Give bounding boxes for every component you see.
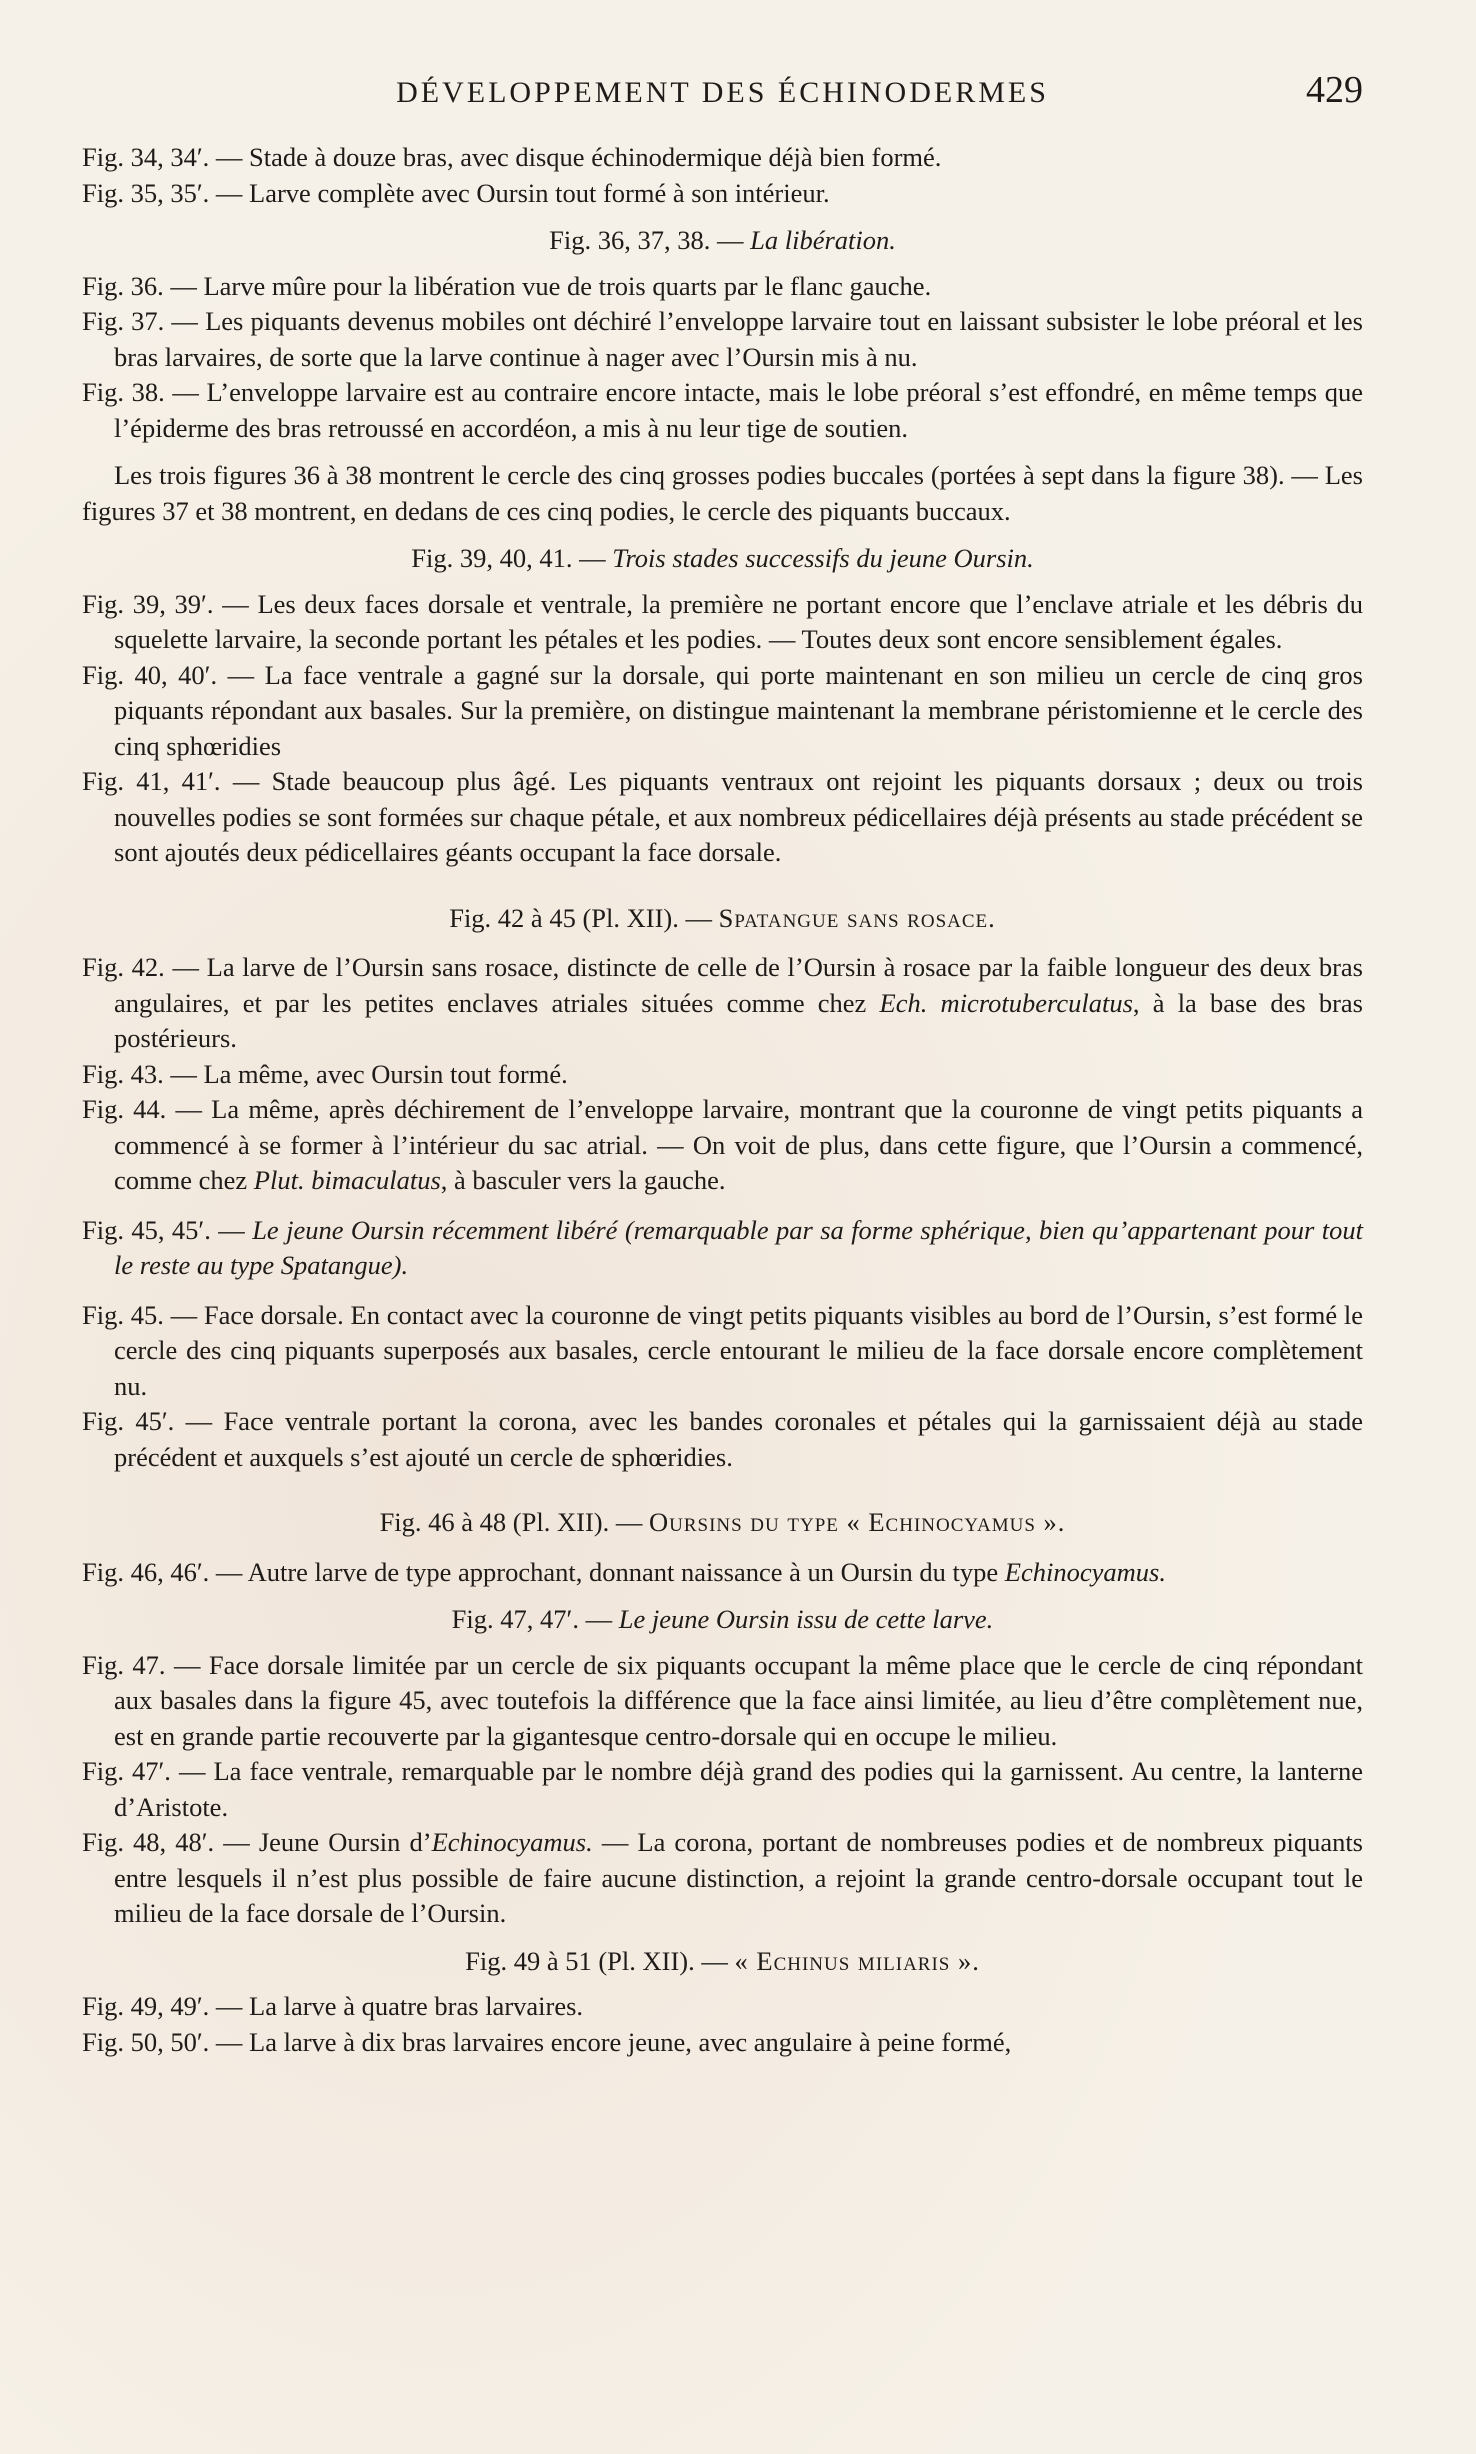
figure-caption-38 xyxy=(82,375,1363,446)
figure-label: Fig. 35, 35′. xyxy=(82,177,210,208)
figure-label: Fig. 50, 50′. xyxy=(82,2026,210,2057)
caption-text: — Stade beaucoup plus âgé. Les piquants ventraux ont rejoint les piquants dorsaux ; deux ou trois nouvelles podies se sont formées sur chaque pétale, et aux nombreux pédicellaires déjà présents au stade précédent se sont ajoutés deux pédicellaires géants occupant la face dorsale. xyxy=(114,766,1363,867)
caption-text: — La larve de l’Oursin sans rosace, distincte de celle de l’Oursin à rosace par la faible longueur des deux bras angulaires, et par les petites enclaves atriales situées comme chez xyxy=(114,952,1363,1018)
caption-text: — Face dorsale limitée par un cercle de six piquants occupant la même place que le cercle de cinq répondant aux basales dans la figure 45, avec toutefois la différence que la face ainsi limitée, au lieu d’être complètement nue, est en grande partie recouverte par la gigantesque centro-dorsale qui en occupe le milieu. xyxy=(114,1649,1363,1751)
caption-text: , à la base des bras postérieurs. xyxy=(114,987,1363,1053)
caption-text: — Face ventrale portant la corona, avec les bandes coronales et pétales qui la garnissaient déjà au stade précédent et auxquels s’est ajouté un cercle de sphœridies. xyxy=(114,1406,1363,1472)
figure-caption-48 xyxy=(82,1825,1363,1932)
caption-text: — La même, avec Oursin tout formé. xyxy=(163,1058,568,1089)
figure-label: Fig. 36. xyxy=(82,270,164,301)
page-header xyxy=(82,68,1363,126)
figure-caption-39 xyxy=(82,587,1363,658)
figure-label: Fig. 45, 45′. xyxy=(82,1214,211,1245)
section-heading-echinus-miliaris xyxy=(82,1944,1363,1980)
section-title: Oursins du type « Echinocyamus ». xyxy=(648,1507,1066,1537)
figure-label: Fig. 49, 49′. xyxy=(82,1991,210,2021)
caption-text: — Autre larve de type approchant, donnant naissance à un Oursin du type xyxy=(209,1556,1005,1587)
caption-dash: — xyxy=(210,1214,253,1245)
figure-label: Fig. 40, 40′. xyxy=(82,659,218,690)
section-heading-spatangue xyxy=(82,901,1363,937)
caption-text: — Jeune Oursin d’ xyxy=(214,1827,432,1857)
figure-label: Fig. 39, 39′. xyxy=(82,588,214,619)
section-title: Le jeune Oursin issu de cette larve. xyxy=(618,1604,994,1634)
section-heading-trois-stades xyxy=(82,541,1363,577)
figure-label: Fig. 46, 46′. xyxy=(82,1556,210,1587)
figure-caption-47-prime xyxy=(82,1754,1363,1825)
figure-label: Fig. 48, 48′. xyxy=(82,1827,215,1857)
figure-caption-41 xyxy=(82,764,1363,871)
section-title: « Echinus miliaris ». xyxy=(734,1945,980,1976)
figure-label: Fig. 41, 41′. xyxy=(82,766,221,796)
section-prefix: Fig. 36, 37, 38. — xyxy=(549,225,751,255)
caption-text: — La larve à dix bras larvaires encore jeune, avec angulaire à peine formé, xyxy=(209,2026,1012,2057)
section-prefix: Fig. 39, 40, 41. — xyxy=(411,543,613,573)
caption-text: — Les deux faces dorsale et ventrale, la première ne portant encore que l’enclave atriale et les débris du squelette larvaire, la seconde portant les pétales et les podies. — Toutes deux sont encore sensiblement égales. xyxy=(114,588,1363,654)
figure-caption-49 xyxy=(82,1989,1363,2025)
figure-caption-45-heading xyxy=(82,1213,1363,1284)
figure-label: Fig. 34, 34′. xyxy=(82,142,210,172)
figure-caption-50 xyxy=(82,2025,1363,2061)
figure-label: Fig. 38. xyxy=(82,377,165,407)
section-title: Trois stades successifs du jeune Oursin. xyxy=(612,543,1034,573)
figure-caption-42 xyxy=(82,950,1363,1057)
figure-caption-34 xyxy=(82,140,1363,176)
species-name: Echinocyamus. xyxy=(1004,1556,1166,1587)
figure-label: Fig. 44. xyxy=(82,1094,167,1124)
figure-caption-35 xyxy=(82,176,1363,212)
caption-text: — La face ventrale, remarquable par le nombre déjà grand des podies qui la garnissent. Au centre, la lanterne d’Aristote. xyxy=(114,1756,1363,1822)
figure-caption-45-prime xyxy=(82,1404,1363,1475)
species-name: Plut. bimaculatus xyxy=(253,1165,441,1195)
caption-text: — Les piquants devenus mobiles ont déchiré l’enveloppe larvaire tout en laissant subsister le lobe préoral et les bras larvaires, de sorte que la larve continue à nager avec l’Oursin mis à nu. xyxy=(114,306,1363,372)
figure-label: Fig. 43. xyxy=(82,1058,164,1089)
section-heading-liberation xyxy=(82,223,1363,259)
caption-text: , à basculer vers la gauche. xyxy=(440,1165,726,1195)
figure-caption-43 xyxy=(82,1057,1363,1093)
figure-caption-44 xyxy=(82,1092,1363,1199)
page-number: 429 xyxy=(1306,69,1363,111)
figure-label: Fig. 45. xyxy=(82,1299,164,1330)
section-prefix: Fig. 49 à 51 (Pl. XII). — xyxy=(465,1945,735,1976)
figure-caption-46 xyxy=(82,1555,1363,1591)
figure-caption-36 xyxy=(82,269,1363,305)
section-prefix: Fig. 46 à 48 (Pl. XII). — xyxy=(379,1507,649,1537)
species-name: Echinocyamus. xyxy=(431,1827,593,1857)
caption-text: — La larve à quatre bras larvaires. xyxy=(209,1991,584,2021)
figure-label: Fig. 42. xyxy=(82,952,165,982)
running-title: DÉVELOPPEMENT DES ÉCHINODERMES xyxy=(396,76,1049,109)
caption-text: — Stade à douze bras, avec disque échinodermique déjà bien formé. xyxy=(209,142,942,172)
caption-text: — La corona, portant de nombreuses podies et de nombreux piquants entre lesquels il n’est plus possible de faire aucune distinction, a rejoint la grande centro-dorsale occupant tout le milieu de la face dorsale de l’Oursin. xyxy=(114,1827,1363,1928)
figure-caption-37 xyxy=(82,304,1363,375)
figure-caption-45 xyxy=(82,1298,1363,1405)
figure-label: Fig. 47. xyxy=(82,1649,166,1680)
body-paragraph: Les trois figures 36 à 38 montrent le cercle des cinq grosses podies buccales (portées à sept dans la figure 38). — Les figures 37 et 38 montrent, en dedans de ces cinq podies, le cercle des piquants buccaux. xyxy=(82,460,1363,526)
caption-text: — Larve complète avec Oursin tout formé à son intérieur. xyxy=(209,177,830,208)
section-title: La libération. xyxy=(750,225,896,255)
caption-text: — Larve mûre pour la libération vue de trois quarts par le flanc gauche. xyxy=(163,270,932,301)
caption-text: — La même, après déchirement de l’enveloppe larvaire, montrant que la couronne de vingt petits piquants a commencé à se former à l’intérieur du sac atrial. — On voit de plus, dans cette figure, que l’Oursin a commencé, comme chez xyxy=(114,1094,1363,1195)
section-prefix: Fig. 42 à 45 (Pl. XII). — xyxy=(449,902,719,933)
figure-label: Fig. 47′. xyxy=(82,1756,171,1786)
section-title: Spatangue sans rosace. xyxy=(718,902,996,933)
caption-text: — L’enveloppe larvaire est au contraire encore intacte, mais le lobe préoral s’est effondré, en même temps que l’épiderme des bras retroussé en accordéon, a mis à nu leur tige de soutien. xyxy=(114,377,1363,443)
figure-label: Fig. 45′. xyxy=(82,1406,175,1436)
section-prefix: Fig. 47, 47′. — xyxy=(451,1604,619,1634)
section-heading-jeune-oursin xyxy=(82,1602,1363,1638)
section-heading-echinocyamus xyxy=(82,1505,1363,1541)
caption-text: — La face ventrale a gagné sur la dorsale, qui porte maintenant en son milieu un cercle de cinq gros piquants répondant aux basales. Sur la première, on distingue maintenant la membrane péristomienne et le cercle des cinq sphœridies xyxy=(114,659,1363,761)
figure-caption-47 xyxy=(82,1648,1363,1755)
figure-caption-40 xyxy=(82,658,1363,765)
figure-label: Fig. 37. xyxy=(82,306,165,336)
caption-text: — Face dorsale. En contact avec la couronne de vingt petits piquants visibles au bord de l’Oursin, s’est formé le cercle des cinq piquants superposés aux basales, cercle entourant le milieu de la face dorsale encore complètement nu. xyxy=(114,1299,1363,1401)
caption-italic: Le jeune Oursin récemment libéré (remarquable par sa forme sphérique, bien qu’appartenant pour tout le reste au type Spatangue). xyxy=(114,1214,1364,1280)
species-name: Ech. microtuberculatus xyxy=(879,987,1133,1018)
